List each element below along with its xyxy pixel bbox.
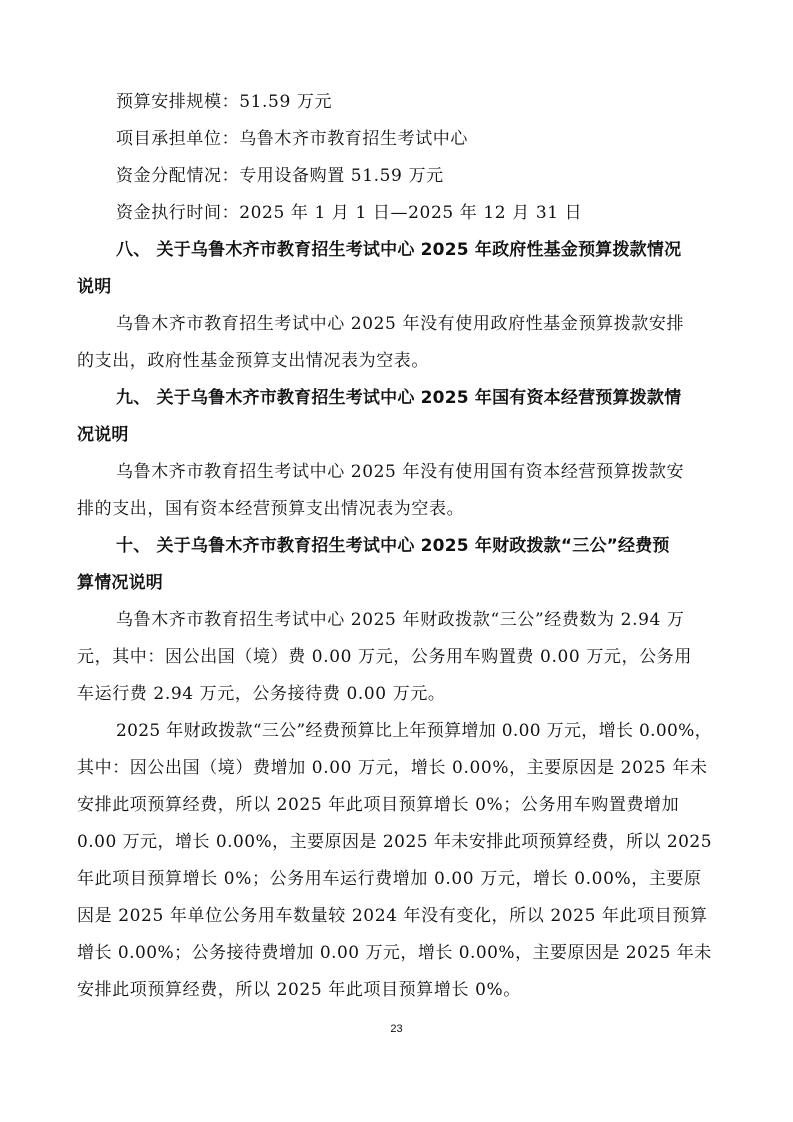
section-10-paragraph-2-line8: 安排此项预算经费，所以 2025 年此项目预算增长 0%。 xyxy=(77,980,521,1000)
section-10-paragraph-2-line6: 因是 2025 年单位公务用车数量较 2024 年没有变化，所以 2025 年此项目预算 xyxy=(77,906,708,926)
section-8-heading: 八、 关于乌鲁木齐市教育招生考试中心 2025 年政府性基金预算拨款情况 xyxy=(116,240,682,260)
section-8-paragraph-cont: 的支出，政府性基金预算支出情况表为空表。 xyxy=(77,351,429,371)
section-10-paragraph-2-line7: 增长 0.00%；公务接待费增加 0.00 万元，增长 0.00%，主要原因是 2025 年未 xyxy=(77,943,712,963)
section-10-paragraph-2: 2025 年财政拨款“三公”经费预算比上年预算增加 0.00 万元，增长 0.00%， xyxy=(116,721,712,741)
section-9-paragraph-cont: 排的支出，国有资本经营预算支出情况表为空表。 xyxy=(77,499,465,519)
project-unit-line: 项目承担单位：乌鲁木齐市教育招生考试中心 xyxy=(116,129,468,149)
section-8-paragraph: 乌鲁木齐市教育招生考试中心 2025 年没有使用政府性基金预算拨款安排 xyxy=(116,314,685,334)
section-10-paragraph-2-line3: 安排此项预算经费，所以 2025 年此项目预算增长 0%；公务用车购置费增加 xyxy=(77,795,680,815)
budget-scale-line: 预算安排规模：51.59 万元 xyxy=(116,92,333,112)
section-9-paragraph: 乌鲁木齐市教育招生考试中心 2025 年没有使用国有资本经营预算拨款安 xyxy=(116,462,685,482)
section-10-paragraph-1: 乌鲁木齐市教育招生考试中心 2025 年财政拨款“三公”经费数为 2.94 万 xyxy=(116,610,685,630)
section-10-heading-cont: 算情况说明 xyxy=(77,573,163,593)
section-10-paragraph-1-cont: 元，其中：因公出国（境）费 0.00 万元，公务用车购置费 0.00 万元，公务用 xyxy=(77,647,692,667)
page-number: 23 xyxy=(390,1023,403,1035)
section-9-heading-cont: 况说明 xyxy=(77,425,129,445)
section-10-paragraph-2-line2: 其中：因公出国（境）费增加 0.00 万元，增长 0.00%，主要原因是 2025 年未 xyxy=(77,758,708,778)
section-8-heading-cont: 说明 xyxy=(77,277,112,297)
section-10-heading: 十、 关于乌鲁木齐市教育招生考试中心 2025 年财政拨款“三公”经费预 xyxy=(116,536,670,556)
section-9-heading: 九、 关于乌鲁木齐市教育招生考试中心 2025 年国有资本经营预算拨款情 xyxy=(116,388,682,408)
section-10-paragraph-2-line5: 年此项目预算增长 0%；公务用车运行费增加 0.00 万元，增长 0.00%，主要原 xyxy=(77,869,702,889)
section-10-paragraph-2-line4: 0.00 万元，增长 0.00%，主要原因是 2025 年未安排此项预算经费，所以 2025 xyxy=(77,832,713,852)
execution-time-line: 资金执行时间：2025 年 1 月 1 日—2025 年 12 月 31 日 xyxy=(116,203,583,223)
section-10-paragraph-1-end: 车运行费 2.94 万元，公务接待费 0.00 万元。 xyxy=(77,684,446,704)
fund-allocation-line: 资金分配情况：专用设备购置 51.59 万元 xyxy=(116,166,444,186)
